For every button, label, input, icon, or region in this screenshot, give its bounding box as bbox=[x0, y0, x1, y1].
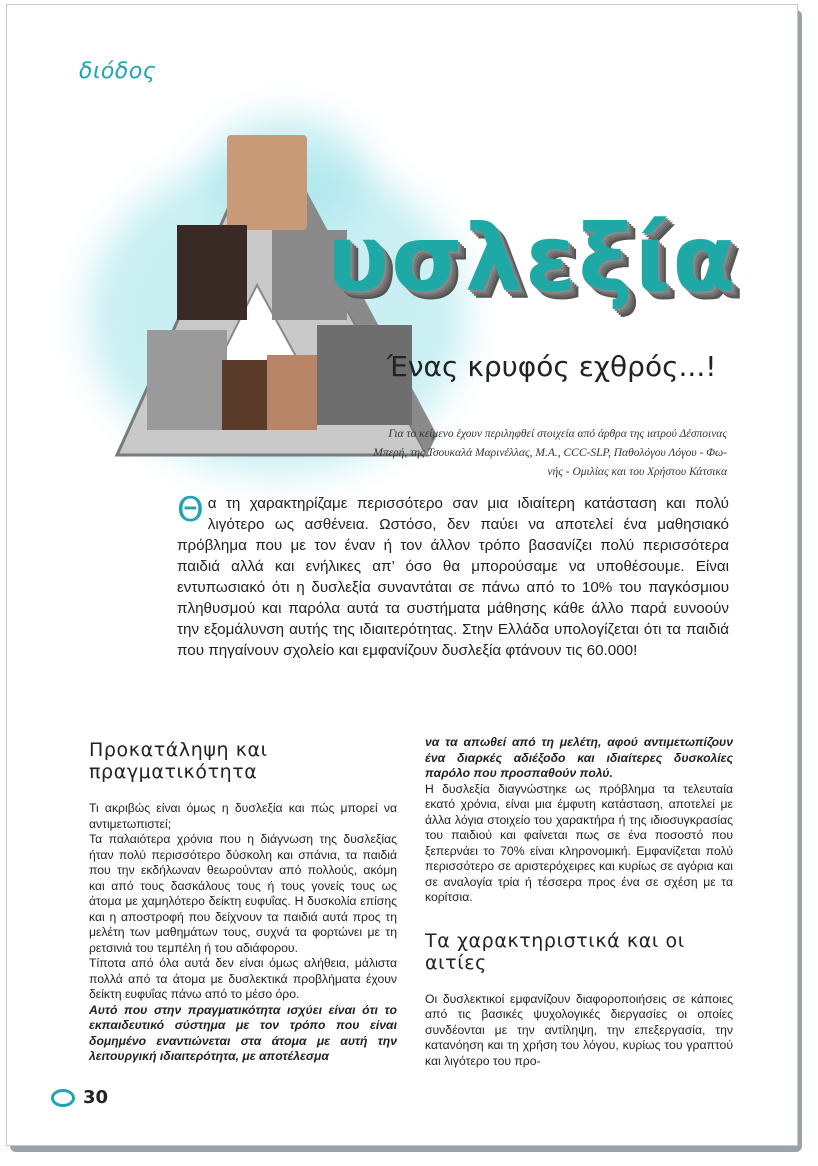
portrait-photo-5 bbox=[222, 360, 267, 430]
magazine-page bbox=[6, 4, 798, 1146]
portrait-photo-1 bbox=[227, 135, 307, 230]
portrait-photo-4 bbox=[147, 330, 227, 430]
emphasis-paragraph: Αυτό που στην πραγματικότητα ισχύει είναι ότι το εκπαιδευτικό σύστημα με τον τρόπο που είναι δομημένο εναντιώνεται στα άτομα με αυτή την λειτουργική ιδιαιτερότητα, με αποτέλεσμα bbox=[89, 1002, 397, 1063]
article-subtitle: Ένας κρυφός εχθρός...! bbox=[387, 350, 717, 383]
credit-line: Για το κείμενο έχουν περιληφθεί στοιχεία από άρθρα της ιατρού Δέσποινας bbox=[388, 428, 727, 440]
page-number: 30 bbox=[83, 1087, 109, 1108]
portrait-photo-2 bbox=[177, 225, 247, 320]
paragraph: Οι δυσλεκτικοί εμφανίζουν διαφοροποιήσεις σε κάποιες από τις βασικές ψυχολογικές διεργασίες οι οποίες συνδέονται με την αντίληψη, την επεξεργασία, την κατανόηση και τη χρήση του λόγου, κυρίως του γραπτού και λιγότερο του προ- bbox=[425, 991, 733, 1068]
section-heading: Προκατάληψη και πραγματικότητα bbox=[89, 739, 268, 783]
section-heading: Τα χαρακτηριστικά και οι αιτίες bbox=[425, 929, 685, 974]
portrait-photo-6 bbox=[267, 355, 317, 430]
brand-logo: διόδος bbox=[79, 59, 157, 84]
left-column bbox=[89, 735, 397, 1065]
title-artwork bbox=[87, 115, 737, 475]
intro-paragraph bbox=[177, 490, 729, 661]
intro-text: α τη χαρακτηρίζαμε περισσότερο σαν μια ιδιαίτερη κατάσταση και πολύ λιγότερο ως ασθένεια. Ωστόσο, δεν παύει να αποτελεί ένα μαθησιακό πρόβλημα που με τον έναν ή τον άλλον τρόπο βασανίζει πολύ περισσότερα παιδιά αλλά και ενήλικες απ’ όσο θα μπορούσαμε να υποθέσουμε. Είναι εντυπωσιακό ότι η δυσλεξία συναντάται σε πάνω από το 10% του παγκόσμιου πληθυσμού και παρόλα αυτά τα συστήματα μάθησης κάθε άλλο παρά ευνοούν την εξομάλυνση αυτής της ιδιαιτερότητας. Στην Ελλάδα υπολογίζεται ότι τα παιδιά που πηγαίνουν σχολείο και εμφανίζουν δυσλεξία φτάνουν τις 60.000! bbox=[177, 495, 729, 659]
paragraph: Τίποτα από όλα αυτά δεν είναι όμως αλήθεια, μάλιστα πολλά από τα άτομα με δυσλεκτικά προβλήματα έχουν δείκτη ευφυΐας πάνω από το μέσο όρο. bbox=[89, 956, 397, 1001]
article-title: υσλεξία bbox=[327, 205, 738, 312]
right-column bbox=[425, 735, 733, 1069]
ring-icon bbox=[51, 1089, 75, 1107]
emphasis-paragraph: να τα απωθεί από τη μελέτη, αφού αντιμετωπίζουν ένα διαρκές αδιέξοδο και ιδιαίτερες δυσκολίες παρόλο που προσπαθούν πολύ. bbox=[425, 735, 733, 780]
article-credit bbox=[307, 425, 727, 482]
paragraph: Τι ακριβώς είναι όμως η δυσλεξία και πώς μπορεί να αντιμετωπιστεί; bbox=[89, 801, 397, 831]
credit-line: Μπερή, της Τσουκαλά Μαρινέλλας, Μ.Α., CCC-SLP, Παθολόγου Λόγου - Φω- bbox=[373, 447, 727, 459]
drop-cap: Θ bbox=[177, 490, 204, 530]
page-footer bbox=[51, 1087, 108, 1108]
credit-line: νής - Ομιλίας και του Χρήστου Κάτσικα bbox=[547, 466, 727, 478]
paragraph: Η δυσλεξία διαγνώστηκε ως πρόβλημα τα τελευταία εκατό χρόνια, είναι μια έμφυτη κατάσταση, αποτελεί με άλλα λόγια στοιχείο του χαρακτήρα ή της ιδιοσυγκρασίας του παιδιού και φαίνεται πως σε ένα ποσοστό που ξεπερνάει το 70% είναι κληρονομική. Εμφανίζεται πολύ περισσότερο σε αριστερόχειρες και κυρίως σε αγόρια και σε αναλογία τρία ή τέσσερα προς ένα σε σχέση με τα κορίτσια. bbox=[425, 781, 733, 904]
paragraph: Τα παλαιότερα χρόνια που η διάγνωση της δυσλεξίας ήταν πολύ περισσότερο δύσκολη και σπάνια, τα παιδιά που την εκδήλωναν θεωρούνταν από πολλούς, ακόμη και από τους δασκάλους τους ή τους γονείς τους ως άτομα με χαμηλότερο δείκτη ευφυΐας. Η δυσκολία επίσης και η αποστροφή που δείχνουν τα παιδιά αυτά προς τη μελέτη των μαθημάτων τους, συχνά τα φορτώνει με τη ρετσινιά του τεμπέλη ή του αδιάφορου. bbox=[89, 832, 397, 955]
